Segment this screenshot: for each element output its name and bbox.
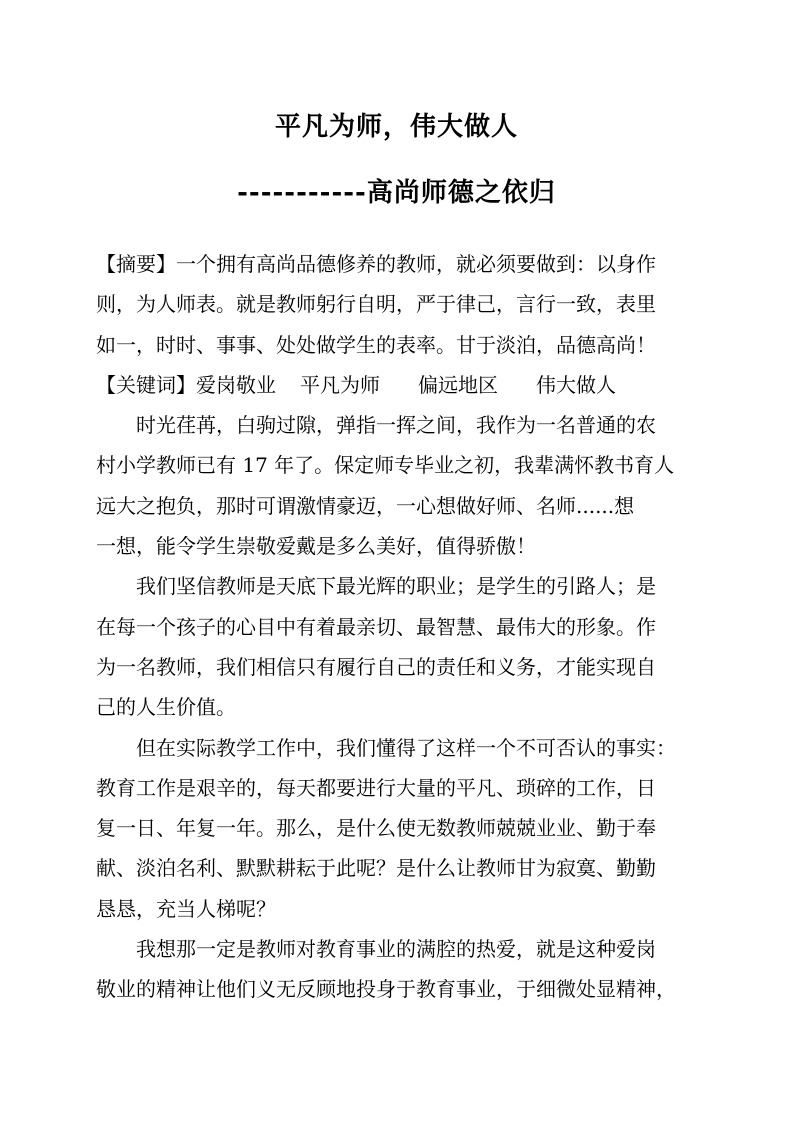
document-subtitle: -----------高尚师德之依归 — [237, 178, 556, 208]
paragraph-line: 献、淡泊名利、默默耕耘于此呢？是什么让教师甘为寂寞、勤勤 — [96, 856, 656, 881]
document-body — [96, 244, 702, 1010]
abstract-line: 如一，时时、事事、处处做学生的表率。甘于淡泊，品德高尚！ — [96, 332, 656, 357]
keywords-line — [96, 365, 702, 405]
keyword: 爱岗敬业 — [196, 372, 276, 397]
paragraph-line: 敬业的精神让他们义无反顾地投身于教育事业，于细微处显精神， — [96, 977, 676, 1002]
document-title: 平凡为师，伟大做人 — [274, 112, 518, 142]
paragraph-line: 在每一个孩子的心目中有着最亲切、最智慧、最伟大的形象。作 — [96, 614, 656, 639]
paragraph-line: 村小学教师已有 17 年了。保定师专毕业之初，我辈满怀教书育人 — [96, 453, 675, 478]
paragraph-line: 为一名教师，我们相信只有履行自己的责任和义务，才能实现自 — [96, 654, 656, 679]
paragraph-line: 时光荏苒，白驹过隙，弹指一挥之间，我作为一名普通的农 — [136, 413, 656, 438]
paragraph-line: 我们坚信教师是天底下最光辉的职业；是学生的引路人；是 — [136, 574, 656, 599]
paragraph-line: 远大之抱负，那时可谓激情豪迈，一心想做好师、名师......想 — [96, 493, 635, 518]
paragraph-line: 我想那一定是教师对教育事业的满腔的热爱，就是这种爱岗 — [136, 937, 656, 962]
abstract-line: 【摘要】一个拥有高尚品德修养的教师，就必须要做到：以身作 — [96, 252, 656, 276]
paragraph-line: 己的人生价值。 — [96, 695, 236, 720]
paragraph-line: 一想，能令学生崇敬爱戴是多么美好，值得骄傲！ — [96, 534, 536, 559]
paragraph-line: 教育工作是艰辛的，每天都要进行大量的平凡、琐碎的工作，日 — [96, 775, 656, 800]
keywords-label: 【关键词】 — [96, 372, 196, 397]
keyword: 平凡为师 — [300, 372, 380, 397]
paragraph-line: 恳恳，充当人梯呢？ — [96, 896, 276, 921]
paragraph-line: 但在实际教学工作中，我们懂得了这样一个不可否认的事实： — [136, 735, 676, 760]
paragraph-line: 复一日、年复一年。那么，是什么使无数教师兢兢业业、勤于奉 — [96, 816, 656, 841]
keyword: 伟大做人 — [536, 372, 616, 397]
keyword: 偏远地区 — [418, 372, 498, 397]
abstract-line: 则，为人师表。就是教师躬行自明，严于律己，言行一致，表里 — [96, 292, 656, 317]
